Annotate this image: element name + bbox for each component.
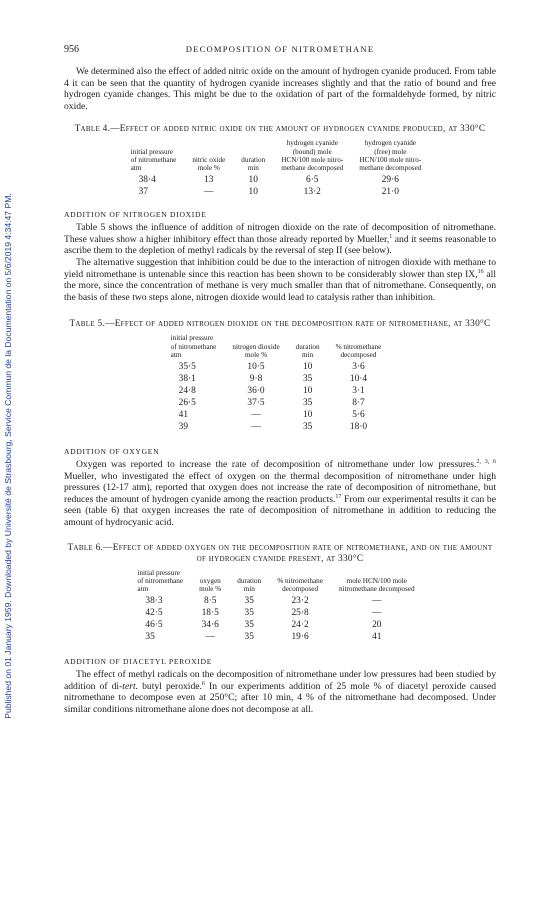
section-heading-nitrogen-dioxide: ADDITION OF NITROGEN DIOXIDE — [64, 210, 207, 220]
running-title: DECOMPOSITION OF NITROMETHANE — [185, 44, 375, 54]
table-row — [131, 174, 430, 186]
reference-marker: 2, 3, 6 — [476, 458, 497, 465]
table5 — [171, 334, 390, 433]
table4-cell: 10 — [248, 187, 258, 198]
paragraph-nitrogen-dioxide: Table 5 shows the influence of addition of nitrogen dioxide on the rate of decomposition of nitromethane. These values show a higher inhibitory effect than those already reported by Mueller,$^1$ and it seems reasonable to ascribe them to the depletion of methyl radicals by the reversal of step II (see below). — [64, 222, 496, 257]
reference-marker: 16 — [477, 268, 484, 275]
table6-header-1: oxygen mole % — [199, 576, 222, 593]
table4 — [131, 139, 430, 198]
table6 — [137, 569, 422, 644]
section-heading-diacetyl-peroxide: ADDITION OF DIACETYL PEROXIDE — [64, 657, 213, 667]
table5-caption: Table 5.—Effect of added nitrogen dioxide on the decomposition rate of nitromethane, at 330°C — [69, 319, 491, 330]
reference-marker: 1 — [389, 233, 393, 240]
page-number: 956 — [64, 44, 79, 55]
download-notice: Published on 01 January 1959. Downloaded by Université de Strasbourg, Service Commun de la Documentation on 5/6/2019 4:34:47 PM. — [3, 193, 13, 719]
table4-caption: Table 4.—Effect of added nitric oxide on the amount of hydrogen cyanide produced, at 330°C — [74, 124, 486, 135]
table5-header-3: % nitromethane decomposed — [335, 342, 382, 359]
table-row: 41 — 10 5·6 — [178, 409, 365, 420]
table5-header-2: duration min — [295, 342, 320, 359]
table4-cell: 38·4 — [138, 175, 156, 186]
table-row: 35·5 10·5 10 3·6 — [178, 361, 365, 372]
table4-header-4: hydrogen cyanide (free) mole HCN/100 mole nitro- methane decomposed — [359, 139, 422, 172]
page-header — [64, 44, 496, 58]
table4-header-3: hydrogen cyanide (bound) mole HCN/100 mole nitro- methane decomposed — [281, 139, 344, 172]
table-row: 38·3 8·5 35 23·2 — — [145, 596, 382, 607]
table5-header-1: nitrogen dioxide mole % — [232, 342, 280, 359]
table4-cell: 13·2 — [303, 187, 321, 198]
section-heading-oxygen: ADDITION OF OXYGEN — [64, 446, 160, 456]
paragraph-alternative: The alternative suggestion that inhibition could be due to the interaction of nitrogen dioxide with methane to yield nitromethane is untenable since this reaction has been shown to be considerably slower than step IX,$^{16}$ all the more, since the concentration of methane is very much smaller than that of nitromethane. Consequently, on the basis of these two steps alone, nitrogen dioxide would lead to catalysis rather than inhibition. — [64, 256, 496, 303]
table4-header-2: duration min — [241, 155, 266, 172]
table-row: 26·5 37·5 35 8·7 — [178, 397, 365, 408]
table6-header-2: duration min — [237, 576, 262, 593]
table-row: 46·5 34·6 35 24·2 20 — [145, 620, 382, 631]
table4-cell: 37 — [138, 187, 148, 198]
paragraph-diacetyl-peroxide: The effect of methyl radicals on the decomposition of nitromethane under low pressures had been studied by addition of di-tert. butyl peroxide.$^6$ In our experiments addition of 25 mole % of diacetyl peroxide caused nitromethane to decompose even at 250°C; after 10 min, 4 % of the nitromethane had decomposed. Under similar conditions nitromethane alone does not decompose at all. — [64, 669, 496, 715]
paper-page — [64, 44, 496, 716]
table4-header-1: nitric oxide mole % — [192, 155, 226, 172]
table4-header-0: initial pressure of nitromethane atm — [130, 147, 177, 172]
paragraph-nitric-oxide: We determined also the effect of added nitric oxide on the amount of hydrogen cyanide produced. From table 4 it can be seen that the quantity of hydrogen cyanide increases slightly and that the ratio of bound and free hydrogen cyanide changes. This might be due to the oxidation of part of the formaldehyde formed, by nitric oxide. — [64, 66, 496, 112]
table-row: 35 — 35 19·6 41 — [145, 632, 382, 643]
table-row: 39 — 35 18·0 — [178, 421, 368, 432]
table4-cell: — — [204, 187, 214, 198]
table4-cell: 10 — [248, 175, 258, 186]
table-row: 38·1 9·8 35 10·4 — [178, 373, 368, 384]
table6-header-0: initial pressure of nitromethane atm — [137, 568, 184, 593]
table4-cell: 13 — [204, 175, 214, 186]
table4-cell: 21·0 — [381, 187, 399, 198]
download-sidebar — [0, 0, 16, 912]
table-row: 42·5 18·5 35 25·8 — — [145, 608, 382, 619]
paragraph-oxygen: Oxygen was reported to increase the rate of decomposition of nitromethane under low pressures.$^{2, 3, 6}$ Mueller, who investigated the effect of oxygen on the thermal decomposition of nitromethane under high pressures (12-17 atm), reported that oxygen does not increase the rate of decomposition of nitromethane, but reduces the amount of hydrogen cyanide among the reaction products.$^{17}$ From our experimental results it can be seen (table 6) that oxygen increases the rate of decomposition of nitromethane in addition to reducing the amount of hydrocyanic acid. — [64, 458, 497, 528]
table6-caption: Table 6.—Effect of added oxygen on the decomposition rate of nitromethane, and on the amount of hydrogen cyanide present, at 330°C — [67, 542, 493, 564]
reference-marker: 17 — [335, 493, 342, 500]
table-row — [131, 186, 430, 198]
table6-header-3: % nitromethane decomposed — [277, 576, 323, 593]
table6-header-4: mole HCN/100 mole nitromethane decomposed — [338, 576, 415, 593]
table4-cell: 29·6 — [381, 175, 399, 186]
table5-header-0: initial pressure of nitromethane atm — [170, 334, 217, 359]
table-row: 24·8 36·0 10 3·1 — [178, 385, 365, 396]
reference-marker: 6 — [201, 680, 205, 687]
table4-cell: 6·5 — [306, 175, 319, 186]
